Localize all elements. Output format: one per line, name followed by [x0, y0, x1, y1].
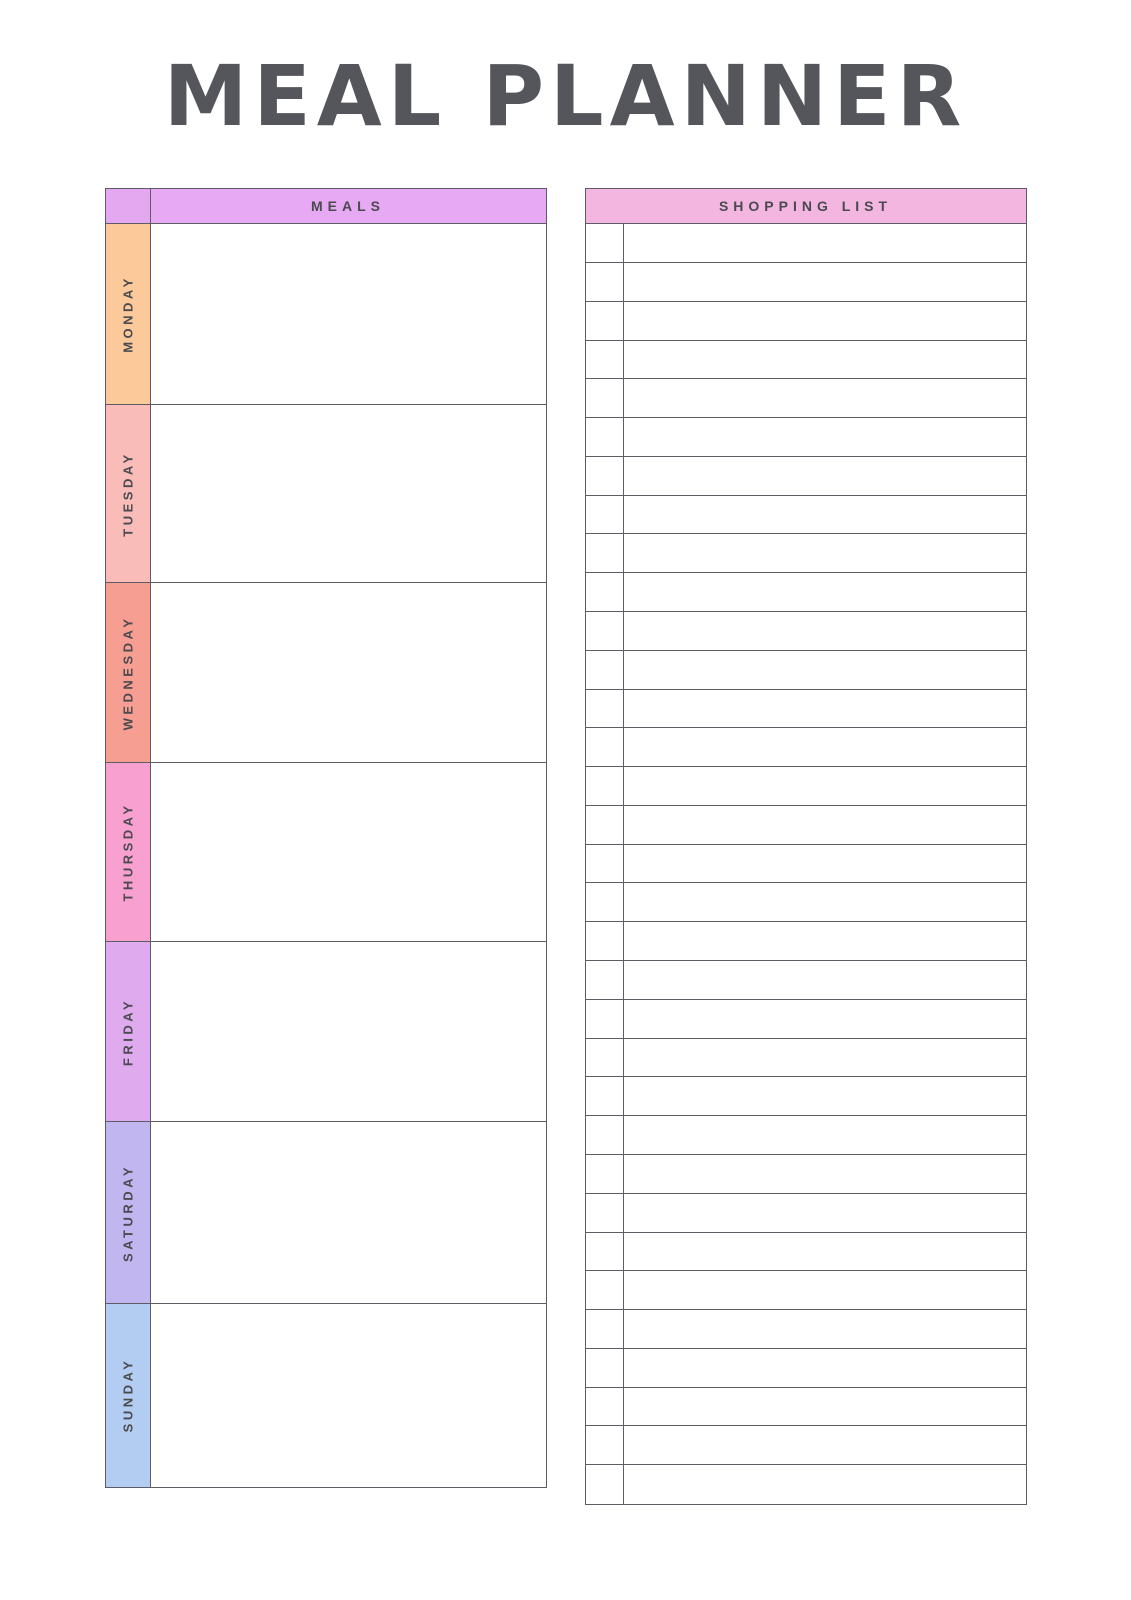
meal-entry-field-monday[interactable] [151, 223, 547, 406]
shopping-item-checkbox[interactable] [586, 612, 624, 650]
day-label-thursday [105, 762, 151, 942]
day-label-text: TUESDAY [120, 450, 135, 537]
meal-day-row [105, 1121, 547, 1304]
shopping-item-field[interactable] [624, 806, 1026, 844]
shopping-item-field[interactable] [624, 379, 1026, 417]
shopping-item-checkbox[interactable] [586, 418, 624, 456]
shopping-item-checkbox[interactable] [586, 263, 624, 301]
shopping-item-field[interactable] [624, 1388, 1026, 1426]
shopping-item-field[interactable] [624, 1000, 1026, 1038]
shopping-list-rows [585, 224, 1027, 1505]
day-label-text: FRIDAY [120, 997, 135, 1066]
day-label-monday [105, 223, 151, 406]
shopping-item-field[interactable] [624, 224, 1026, 262]
shopping-list-row [586, 1194, 1026, 1233]
shopping-item-checkbox[interactable] [586, 1000, 624, 1038]
shopping-list-row [586, 1000, 1026, 1039]
shopping-list-row [586, 1426, 1026, 1465]
shopping-item-field[interactable] [624, 883, 1026, 921]
shopping-item-field[interactable] [624, 534, 1026, 572]
meal-entry-field-tuesday[interactable] [151, 404, 547, 583]
meal-day-row [105, 941, 547, 1123]
shopping-item-checkbox[interactable] [586, 496, 624, 534]
shopping-item-checkbox[interactable] [586, 1349, 624, 1387]
shopping-item-field[interactable] [624, 1077, 1026, 1115]
shopping-list-row [586, 1388, 1026, 1427]
shopping-item-field[interactable] [624, 263, 1026, 301]
shopping-item-field[interactable] [624, 1194, 1026, 1232]
day-label-text: SUNDAY [120, 1357, 135, 1433]
shopping-item-field[interactable] [624, 612, 1026, 650]
meal-day-row [105, 762, 547, 942]
shopping-list-header: SHOPPING LIST [585, 188, 1027, 224]
shopping-list-row [586, 418, 1026, 457]
shopping-list-row [586, 1233, 1026, 1272]
shopping-item-checkbox[interactable] [586, 883, 624, 921]
shopping-list-row [586, 457, 1026, 496]
shopping-list-row [586, 496, 1026, 535]
shopping-item-checkbox[interactable] [586, 534, 624, 572]
shopping-item-checkbox[interactable] [586, 224, 624, 262]
day-label-tuesday [105, 404, 151, 583]
shopping-list-row [586, 961, 1026, 1000]
shopping-list-row [586, 651, 1026, 690]
shopping-list-panel [585, 188, 1027, 1505]
shopping-item-checkbox[interactable] [586, 690, 624, 728]
shopping-item-checkbox[interactable] [586, 1271, 624, 1309]
meals-panel [105, 188, 547, 1488]
shopping-item-field[interactable] [624, 1155, 1026, 1193]
shopping-list-row [586, 1155, 1026, 1194]
shopping-item-field[interactable] [624, 922, 1026, 960]
shopping-item-checkbox[interactable] [586, 806, 624, 844]
day-label-saturday [105, 1121, 151, 1304]
shopping-list-row [586, 1465, 1026, 1504]
shopping-item-checkbox[interactable] [586, 1116, 624, 1154]
shopping-list-row [586, 534, 1026, 573]
shopping-item-checkbox[interactable] [586, 1310, 624, 1348]
shopping-item-field[interactable] [624, 418, 1026, 456]
shopping-item-checkbox[interactable] [586, 1388, 624, 1426]
shopping-item-checkbox[interactable] [586, 922, 624, 960]
meals-header-label: MEALS [151, 188, 547, 224]
shopping-item-field[interactable] [624, 302, 1026, 340]
shopping-item-checkbox[interactable] [586, 961, 624, 999]
meals-header-row [105, 188, 547, 224]
shopping-list-row [586, 728, 1026, 767]
shopping-item-field[interactable] [624, 1465, 1026, 1504]
shopping-list-row [586, 767, 1026, 806]
shopping-item-checkbox[interactable] [586, 457, 624, 495]
meal-day-row [105, 404, 547, 583]
shopping-item-field[interactable] [624, 457, 1026, 495]
shopping-item-field[interactable] [624, 1349, 1026, 1387]
day-label-sunday [105, 1303, 151, 1488]
shopping-list-row [586, 883, 1026, 922]
shopping-item-checkbox[interactable] [586, 1039, 624, 1077]
shopping-item-checkbox[interactable] [586, 1194, 624, 1232]
shopping-list-row [586, 806, 1026, 845]
meal-day-row [105, 223, 547, 406]
shopping-list-row [586, 690, 1026, 729]
shopping-item-checkbox[interactable] [586, 1155, 624, 1193]
shopping-item-field[interactable] [624, 1310, 1026, 1348]
shopping-item-field[interactable] [624, 1039, 1026, 1077]
meals-header-corner [105, 188, 151, 224]
day-label-text: WEDNESDAY [120, 615, 135, 731]
day-label-wednesday [105, 582, 151, 764]
meal-entry-field-friday[interactable] [151, 941, 547, 1123]
shopping-list-row [586, 263, 1026, 302]
shopping-item-checkbox[interactable] [586, 341, 624, 379]
shopping-list-row [586, 379, 1026, 418]
shopping-list-row [586, 612, 1026, 651]
shopping-item-field[interactable] [624, 961, 1026, 999]
meal-day-row [105, 582, 547, 764]
shopping-item-field[interactable] [624, 767, 1026, 805]
shopping-list-row [586, 922, 1026, 961]
day-label-text: SATURDAY [120, 1163, 135, 1262]
shopping-item-field[interactable] [624, 651, 1026, 689]
shopping-item-checkbox[interactable] [586, 728, 624, 766]
shopping-item-field[interactable] [624, 690, 1026, 728]
shopping-list-row [586, 1349, 1026, 1388]
meal-entry-field-sunday[interactable] [151, 1303, 547, 1488]
meal-day-row [105, 1303, 547, 1488]
shopping-item-checkbox[interactable] [586, 845, 624, 883]
shopping-item-field[interactable] [624, 1116, 1026, 1154]
page-title: MEAL PLANNER [163, 47, 968, 145]
shopping-item-checkbox[interactable] [586, 1233, 624, 1271]
shopping-item-checkbox[interactable] [586, 1426, 624, 1464]
shopping-item-checkbox[interactable] [586, 302, 624, 340]
day-label-text: THURSDAY [120, 802, 135, 902]
meals-day-rows [105, 223, 547, 1488]
shopping-list-row [586, 1310, 1026, 1349]
day-label-friday [105, 941, 151, 1123]
shopping-item-field[interactable] [624, 341, 1026, 379]
shopping-item-checkbox[interactable] [586, 379, 624, 417]
shopping-item-field[interactable] [624, 496, 1026, 534]
day-label-text: MONDAY [120, 275, 135, 353]
planner-content [0, 140, 1131, 1505]
shopping-list-row [586, 845, 1026, 884]
shopping-item-field[interactable] [624, 573, 1026, 611]
shopping-list-row [586, 1116, 1026, 1155]
shopping-item-field[interactable] [624, 1271, 1026, 1309]
shopping-item-field[interactable] [624, 728, 1026, 766]
shopping-list-row [586, 1077, 1026, 1116]
shopping-list-row [586, 1271, 1026, 1310]
shopping-list-row [586, 1039, 1026, 1078]
shopping-item-field[interactable] [624, 1426, 1026, 1464]
shopping-list-row [586, 302, 1026, 341]
shopping-item-field[interactable] [624, 1233, 1026, 1271]
shopping-item-checkbox[interactable] [586, 1077, 624, 1115]
shopping-item-checkbox[interactable] [586, 1465, 624, 1504]
meal-entry-field-wednesday[interactable] [151, 582, 547, 764]
shopping-item-checkbox[interactable] [586, 767, 624, 805]
shopping-list-row [586, 341, 1026, 380]
shopping-list-row [586, 224, 1026, 263]
shopping-item-checkbox[interactable] [586, 651, 624, 689]
shopping-item-field[interactable] [624, 845, 1026, 883]
meal-entry-field-saturday[interactable] [151, 1121, 547, 1304]
shopping-item-checkbox[interactable] [586, 573, 624, 611]
meal-entry-field-thursday[interactable] [151, 762, 547, 942]
shopping-list-row [586, 573, 1026, 612]
